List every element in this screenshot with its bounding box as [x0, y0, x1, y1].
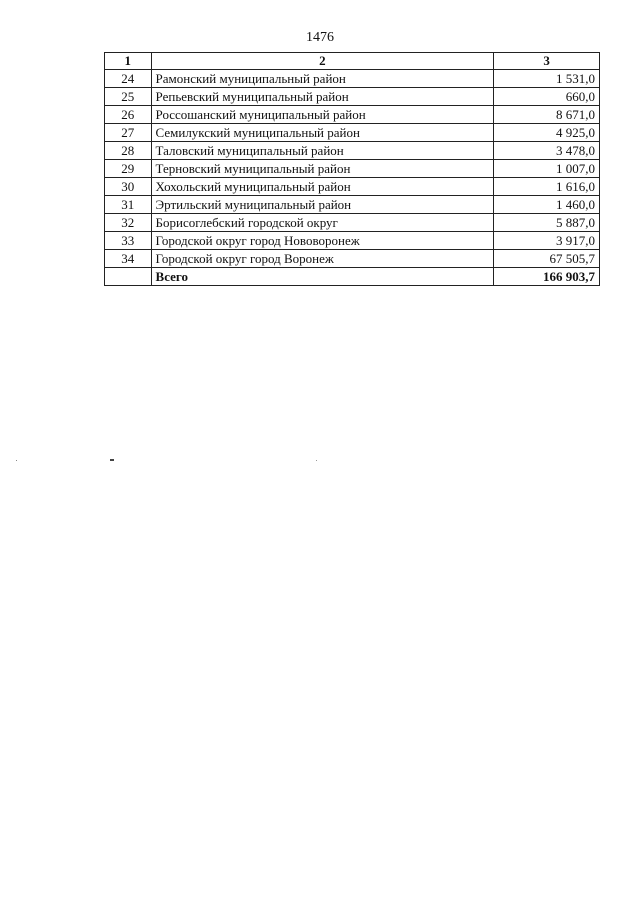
amount-value: 67 505,7 [494, 250, 600, 268]
column-header-name: 2 [151, 53, 494, 70]
amount-value: 1 460,0 [494, 196, 600, 214]
total-row [105, 268, 600, 286]
table-row [105, 178, 600, 196]
municipality-name: Городской округ город Нововоронеж [151, 232, 494, 250]
table-row [105, 232, 600, 250]
budget-table [104, 52, 600, 286]
row-number: 28 [105, 142, 152, 160]
table-header-row [105, 53, 600, 70]
municipality-name: Городской округ город Воронеж [151, 250, 494, 268]
row-number: 24 [105, 70, 152, 88]
amount-value: 660,0 [494, 88, 600, 106]
municipality-name: Россошанский муниципальный район [151, 106, 494, 124]
amount-value: 4 925,0 [494, 124, 600, 142]
row-number: 31 [105, 196, 152, 214]
row-number: 29 [105, 160, 152, 178]
scan-speck [110, 459, 114, 461]
table-row [105, 160, 600, 178]
municipality-name: Семилукский муниципальный район [151, 124, 494, 142]
table-row [105, 142, 600, 160]
amount-value: 3 917,0 [494, 232, 600, 250]
amount-value: 5 887,0 [494, 214, 600, 232]
table-row [105, 250, 600, 268]
amount-value: 1 531,0 [494, 70, 600, 88]
table-row [105, 214, 600, 232]
amount-value: 1 007,0 [494, 160, 600, 178]
row-number: 30 [105, 178, 152, 196]
column-header-value: 3 [494, 53, 600, 70]
table-row [105, 70, 600, 88]
row-number: 32 [105, 214, 152, 232]
scan-speck [16, 460, 17, 461]
municipality-name: Борисоглебский городской округ [151, 214, 494, 232]
total-number [105, 268, 152, 286]
row-number: 33 [105, 232, 152, 250]
scan-speck [316, 460, 317, 461]
row-number: 25 [105, 88, 152, 106]
amount-value: 1 616,0 [494, 178, 600, 196]
page-number: 1476 [306, 30, 334, 45]
municipality-name: Хохольский муниципальный район [151, 178, 494, 196]
table-row [105, 88, 600, 106]
municipality-name: Рамонский муниципальный район [151, 70, 494, 88]
row-number: 26 [105, 106, 152, 124]
total-value: 166 903,7 [494, 268, 600, 286]
municipality-name: Таловский муниципальный район [151, 142, 494, 160]
total-label: Всего [151, 268, 494, 286]
municipality-name: Терновский муниципальный район [151, 160, 494, 178]
amount-value: 3 478,0 [494, 142, 600, 160]
row-number: 27 [105, 124, 152, 142]
municipality-name: Репьевский муниципальный район [151, 88, 494, 106]
municipality-name: Эртильский муниципальный район [151, 196, 494, 214]
table-row [105, 196, 600, 214]
amount-value: 8 671,0 [494, 106, 600, 124]
table-row [105, 106, 600, 124]
column-header-number: 1 [105, 53, 152, 70]
row-number: 34 [105, 250, 152, 268]
table-row [105, 124, 600, 142]
